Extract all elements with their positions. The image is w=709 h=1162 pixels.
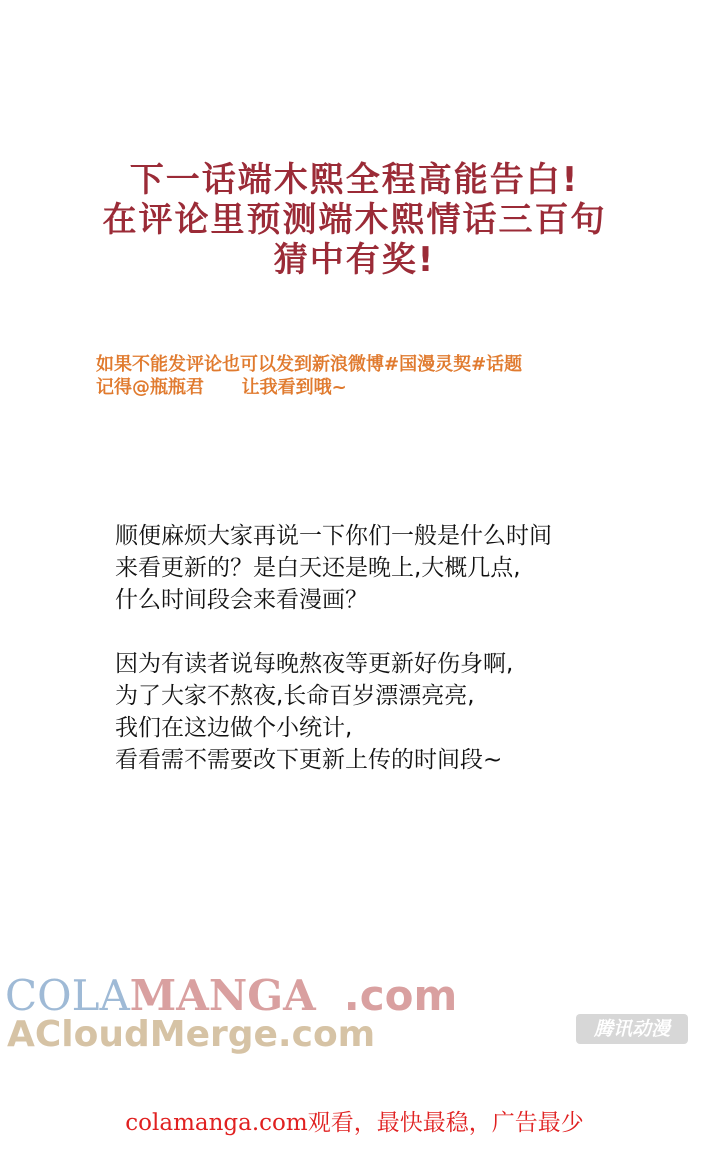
- headline: [0, 160, 709, 280]
- body-p1-line-2: 来看更新的？是白天还是晚上,大概几点,: [115, 555, 521, 581]
- watermark-cola: COLA: [5, 971, 130, 1020]
- notice-line-2: 记得@瓶瓶君 让我看到哦~: [96, 377, 347, 398]
- body-p2-line-4: 看看需不需要改下更新上传的时间段~: [115, 747, 503, 773]
- tencent-logo: 腾讯动漫: [576, 1014, 688, 1044]
- headline-line-3: 猜中有奖!: [273, 240, 436, 280]
- body-p2-line-1: 因为有读者说每晚熬夜等更新好伤身啊,: [115, 651, 514, 677]
- body-p2-line-2: 为了大家不熬夜,长命百岁漂漂亮亮,: [115, 683, 475, 709]
- body-p1-line-1: 顺便麻烦大家再说一下你们一般是什么时间: [115, 523, 552, 549]
- paragraph-gap: [115, 616, 655, 648]
- notice-line-1: 如果不能发评论也可以发到新浪微博#国漫灵契#话题: [96, 354, 523, 375]
- acloudmerge-watermark: ACloudMerge.com: [7, 1014, 376, 1055]
- footer-link[interactable]: colamanga.com观看，最快最稳，广告最少: [125, 1110, 584, 1136]
- body-p1-line-3: 什么时间段会来看漫画？: [115, 587, 368, 613]
- headline-line-1: 下一话端木熙全程高能告白!: [129, 160, 580, 200]
- watermark-manga: MANGA: [129, 971, 316, 1020]
- headline-line-2: 在评论里预测端木熙情话三百句: [102, 200, 607, 240]
- body-p2-line-3: 我们在这边做个小统计,: [115, 715, 353, 741]
- notice: [96, 353, 656, 399]
- body-text: [115, 520, 655, 776]
- watermark-dotcom: .com: [343, 971, 458, 1020]
